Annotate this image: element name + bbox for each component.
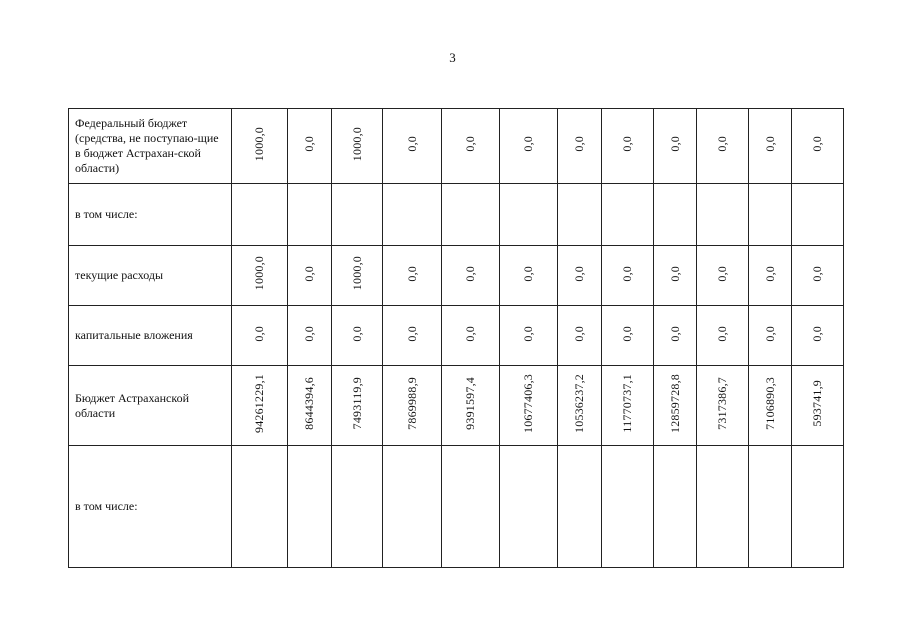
table-cell [288, 184, 332, 246]
table-cell [288, 446, 332, 568]
table-cell [442, 184, 500, 246]
cell-value: 7106890,3 [762, 377, 777, 430]
table-cell [288, 366, 332, 446]
table-cell [654, 446, 697, 568]
row-label: Федеральный бюджет (средства, не поступаю-щие в бюджет Астрахан-ской области) [69, 109, 232, 184]
table-cell [749, 366, 792, 446]
table-cell [288, 306, 332, 366]
table-cell [792, 109, 844, 184]
table-cell [602, 184, 654, 246]
table-cell [383, 246, 442, 306]
cell-value: 1000,0 [252, 256, 266, 291]
table-cell [232, 306, 288, 366]
cell-value: 0,0 [521, 325, 535, 342]
table-cell [749, 109, 792, 184]
table-cell [442, 306, 500, 366]
cell-value: 0,0 [620, 136, 634, 152]
cell-value: 1000,0 [349, 126, 364, 162]
cell-value: 1000,0 [349, 256, 364, 291]
cell-value: 0,0 [620, 325, 634, 342]
table-cell [383, 184, 442, 246]
cell-value: 0,0 [404, 136, 419, 152]
table-cell [697, 366, 749, 446]
cell-value: 94261229,1 [252, 374, 266, 433]
table-cell [383, 109, 442, 184]
table-cell [232, 366, 288, 446]
table-row [69, 109, 844, 184]
table-cell [558, 109, 602, 184]
cell-value: 0,0 [404, 325, 419, 342]
cell-value: 0,0 [810, 325, 824, 342]
table-cell [442, 446, 500, 568]
cell-value: 0,0 [810, 265, 824, 282]
table-row [69, 184, 844, 246]
cell-value: 0,0 [762, 136, 777, 152]
cell-value: 0,0 [620, 265, 634, 282]
table-cell [332, 366, 383, 446]
cell-value: 0,0 [521, 265, 535, 282]
table-cell [232, 246, 288, 306]
table-cell [500, 446, 558, 568]
cell-value: 0,0 [667, 325, 682, 342]
cell-value: 0,0 [715, 325, 729, 342]
table-cell [697, 306, 749, 366]
cell-value: 9391597,4 [463, 377, 477, 430]
cell-value: 0,0 [521, 136, 535, 152]
table-cell [697, 109, 749, 184]
table-cell [500, 366, 558, 446]
table-cell [792, 246, 844, 306]
table-cell [332, 246, 383, 306]
table-cell [288, 246, 332, 306]
cell-value: 12859728,8 [667, 374, 682, 433]
table-cell [654, 184, 697, 246]
table-cell [749, 184, 792, 246]
table-row [69, 366, 844, 446]
cell-value: 10536237,2 [572, 374, 586, 433]
cell-value: 11770737,1 [620, 374, 634, 433]
table-cell [749, 446, 792, 568]
table-row [69, 246, 844, 306]
cell-value: 0,0 [572, 325, 586, 342]
table-cell [288, 109, 332, 184]
table-cell [442, 366, 500, 446]
table-cell [442, 109, 500, 184]
table-cell [602, 366, 654, 446]
table-cell [442, 246, 500, 306]
cell-value: 10677406,3 [521, 374, 535, 433]
table-cell [383, 366, 442, 446]
cell-value: 0,0 [572, 136, 586, 152]
table-cell [558, 306, 602, 366]
table-cell [500, 109, 558, 184]
table-cell [232, 184, 288, 246]
row-label: капитальные вложения [69, 306, 232, 366]
table-cell [792, 446, 844, 568]
table-cell [792, 306, 844, 366]
table-cell [332, 306, 383, 366]
table-cell [792, 184, 844, 246]
cell-value: 0,0 [302, 265, 316, 282]
row-label: в том числе: [69, 446, 232, 568]
budget-table [68, 108, 844, 568]
cell-value: 593741,9 [810, 380, 824, 427]
cell-value: 0,0 [463, 265, 477, 282]
table-cell [383, 306, 442, 366]
table-row [69, 306, 844, 366]
table-cell [232, 446, 288, 568]
cell-value: 0,0 [810, 136, 824, 152]
cell-value: 0,0 [404, 265, 419, 282]
cell-value: 0,0 [715, 136, 729, 152]
cell-value: 0,0 [302, 325, 316, 342]
table-cell [500, 184, 558, 246]
table-cell [654, 109, 697, 184]
cell-value: 0,0 [302, 136, 316, 152]
cell-value: 7869988,9 [404, 377, 419, 430]
cell-value: 0,0 [667, 265, 682, 282]
table-cell [792, 366, 844, 446]
table-cell [558, 366, 602, 446]
table-cell [500, 246, 558, 306]
row-label: Бюджет Астраханской области [69, 366, 232, 446]
table-cell [697, 184, 749, 246]
cell-value: 0,0 [463, 325, 477, 342]
table-cell [602, 306, 654, 366]
table-cell [602, 246, 654, 306]
table-cell [602, 109, 654, 184]
table-cell [332, 446, 383, 568]
table-cell [602, 446, 654, 568]
row-label: текущие расходы [69, 246, 232, 306]
table-cell [332, 109, 383, 184]
cell-value: 0,0 [762, 265, 777, 282]
cell-value: 0,0 [572, 265, 586, 282]
cell-value: 0,0 [715, 265, 729, 282]
table-cell [749, 306, 792, 366]
cell-value: 1000,0 [252, 126, 266, 162]
table-cell [232, 109, 288, 184]
table-cell [383, 446, 442, 568]
cell-value: 0,0 [349, 325, 364, 342]
table-cell [558, 184, 602, 246]
table-cell [654, 246, 697, 306]
table-cell [332, 184, 383, 246]
cell-value: 0,0 [667, 136, 682, 152]
table-cell [654, 306, 697, 366]
table-cell [558, 446, 602, 568]
page-number: 3 [449, 50, 456, 65]
row-label: в том числе: [69, 184, 232, 246]
cell-value: 0,0 [463, 136, 477, 152]
cell-value: 7493119,9 [349, 377, 364, 430]
cell-value: 0,0 [252, 325, 266, 342]
cell-value: 8644394,6 [302, 377, 316, 430]
table-cell [749, 246, 792, 306]
table-cell [654, 366, 697, 446]
table-cell [697, 246, 749, 306]
table-cell [500, 306, 558, 366]
cell-value: 7317386,7 [715, 377, 729, 430]
table-cell [697, 446, 749, 568]
table-row [69, 446, 844, 568]
cell-value: 0,0 [762, 325, 777, 342]
table-cell [558, 246, 602, 306]
